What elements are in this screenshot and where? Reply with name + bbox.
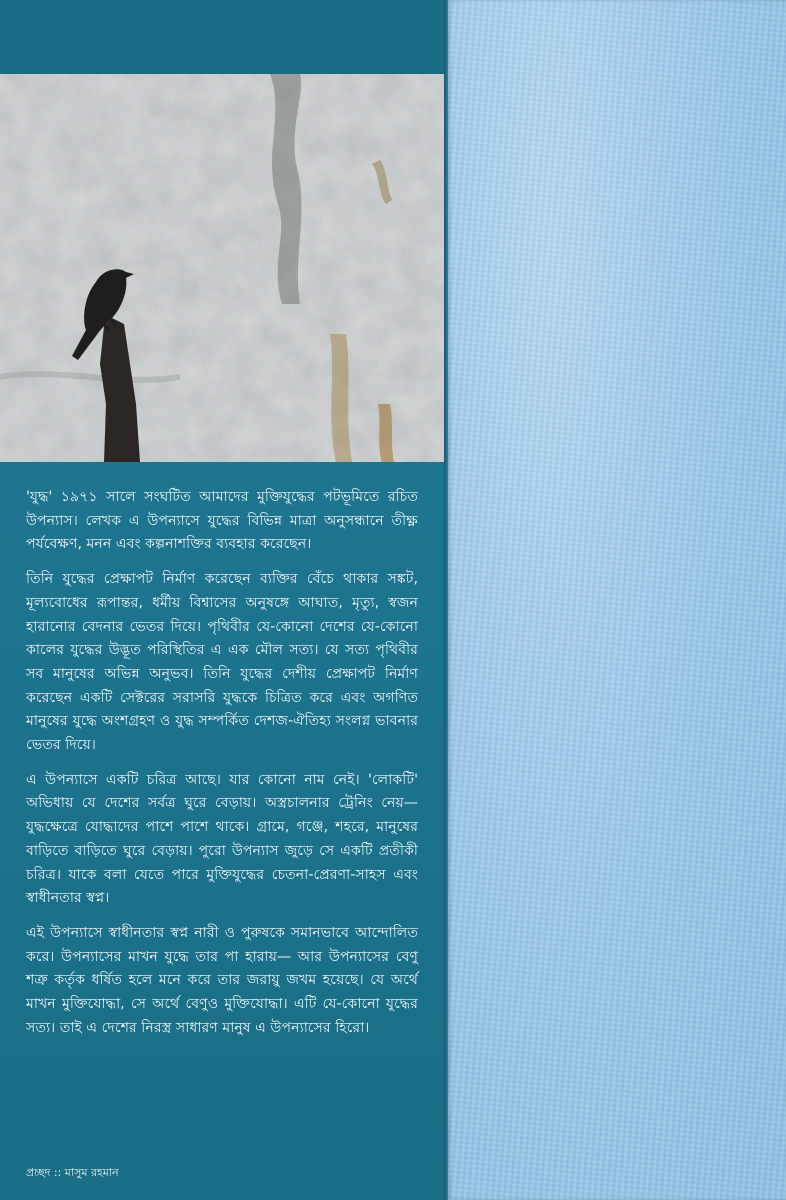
blurb-text bbox=[26, 486, 418, 1051]
top-band bbox=[0, 0, 446, 74]
blurb-paragraph-4: এই উপন্যাসে স্বাধীনতার স্বপ্ন নারী ও পুরুষকে সমানভাবে আন্দোলিত করে। উপন্যাসের মাখন যুদ্ধে তার পা হারায়— আর উপন্যাসের বেণু শত্রু কর্তৃক ধর্ষিত হলে মনে করে তার জরায়ু জখম হয়েছে। যে অর্থে মাখন মুক্তিযোদ্ধা, সে অর্থে বেণুও মুক্তিযোদ্ধা। এটি যে-কোনো যুদ্ধের সত্য। তাই এ দেশের নিরস্ত্র সাধারণ মানুষ এ উপন্যাসের হিরো। bbox=[26, 924, 418, 1036]
blurb-paragraph-2: তিনি যুদ্ধের প্রেক্ষাপট নির্মাণ করেছেন ব্যক্তির বেঁচে থাকার সঙ্কট, মূল্যবোধের রূপান্তর, ধর্মীয় বিশ্বাসের অনুষঙ্গে আঘাত, মৃত্যু, স্বজন হারানোর বেদনার ভেতর দিয়ে। পৃথিবীর যে-কোনো দেশের যে-কোনো কালের যুদ্ধের উদ্ভূত পরিস্থিতির এ এক মৌল সত্য। যে সত্য পৃথিবীর সব মানুষের অভিন্ন অনুভব। তিনি যুদ্ধের দেশীয় প্রেক্ষাপট নির্মাণ করেছেন একটি সেক্টরের সরাসরি যুদ্ধকে চিত্রিত করে এবং অগণিত মানুষের যুদ্ধে অংশগ্রহণ ও যুদ্ধ সম্পর্কিত দেশজ-ঐতিহ্য সংলগ্ন ভাবনার ভেতর দিয়ে। bbox=[26, 571, 418, 754]
blurb-paragraph-1: 'যুদ্ধ' ১৯৭১ সালে সংঘটিত আমাদের মুক্তিযুদ্ধের পটভূমিতে রচিত উপন্যাস। লেখক এ উপন্যাসে যুদ্ধের বিভিন্ন মাত্রা অনুসন্ধানে তীক্ষ্ণ পর্যবেক্ষণ, মনন এবং কল্পনাশক্তির ব্যবহার করেছেন। bbox=[26, 489, 418, 553]
cover-credit: প্রচ্ছদ :: মাসুম রহমান bbox=[26, 1166, 119, 1179]
blue-cloth-panel bbox=[448, 0, 786, 1200]
bird-photo-illustration bbox=[0, 74, 446, 462]
cover-photo bbox=[0, 74, 446, 462]
blurb-paragraph-3: এ উপন্যাসে একটি চরিত্র আছে। যার কোনো নাম নেই। 'লোকটি' অভিধায় যে দেশের সর্বত্র ঘুরে বেড়ায়। অস্ত্রচালনার ট্রেনিং নেয়— যুদ্ধক্ষেত্রে যোদ্ধাদের পাশে পাশে থাকে। গ্রামে, গঞ্জে, শহরে, মানুষের বাড়িতে বাড়িতে ঘুরে বেড়ায়। পুরো উপন্যাস জুড়ে সে একটি প্রতীকী চরিত্র। যাকে বলা যেতে পারে মুক্তিযুদ্ধের চেতনা-প্রেরণা-সাহস এবং স্বাধীনতার স্বপ্ন। bbox=[26, 771, 418, 907]
